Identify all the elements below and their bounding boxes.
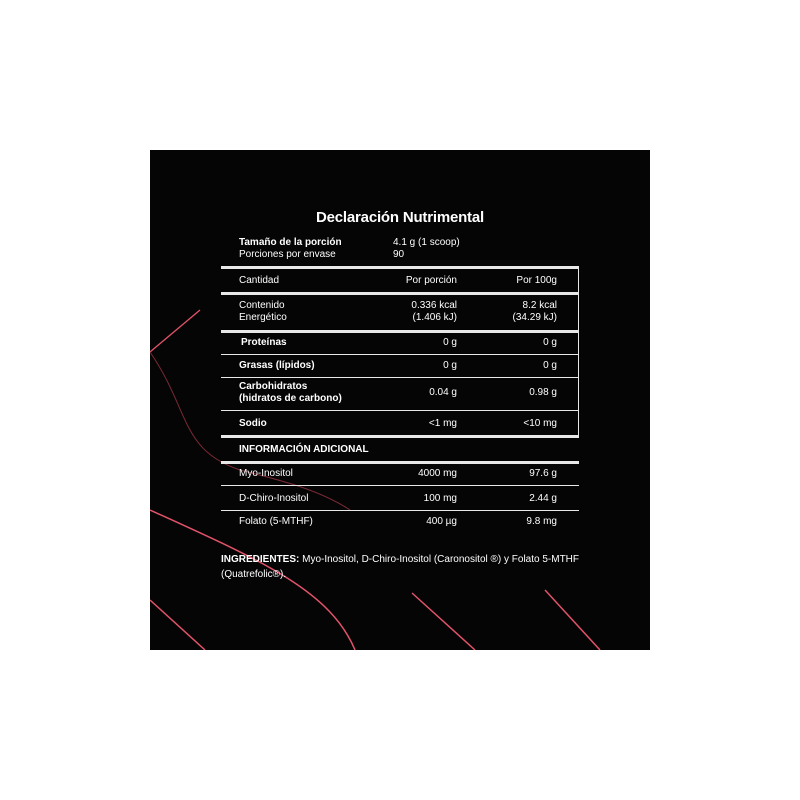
d-chiro-inositol-per-serving: 100 mg bbox=[423, 493, 457, 504]
energy-per-100g-kj: (34.29 kJ) bbox=[512, 312, 557, 323]
row-divider bbox=[221, 354, 579, 355]
serving-size-label: Tamaño de la porción bbox=[239, 237, 342, 248]
ingredients-label: INGREDIENTES: bbox=[221, 554, 300, 565]
energy-per-100g-kcal: 8.2 kcal bbox=[522, 300, 557, 311]
carbs-label-line1: Carbohidratos bbox=[239, 381, 308, 392]
thick-divider bbox=[221, 461, 579, 464]
folate-label: Folato (5-MTHF) bbox=[239, 516, 313, 527]
energy-label-line1: Contenido bbox=[239, 300, 285, 311]
d-chiro-inositol-label: D-Chiro-Inositol bbox=[239, 493, 309, 504]
additional-info-heading: INFORMACIÓN ADICIONAL bbox=[239, 444, 369, 455]
sodium-per-serving: <1 mg bbox=[428, 418, 457, 429]
d-chiro-inositol-per-100g: 2.44 g bbox=[529, 493, 557, 504]
serving-size-value: 4.1 g (1 scoop) bbox=[393, 237, 460, 248]
label-title: Declaración Nutrimental bbox=[316, 209, 484, 226]
thick-divider bbox=[221, 435, 579, 438]
energy-per-serving-kj: (1.406 kJ) bbox=[412, 312, 457, 323]
thick-divider bbox=[221, 292, 579, 295]
ingredients-text bbox=[221, 552, 581, 582]
fat-label: Grasas (lípidos) bbox=[239, 360, 315, 371]
carbs-label-line2: (hidratos de carbono) bbox=[239, 393, 342, 404]
row-divider bbox=[221, 410, 579, 411]
sodium-per-100g: <10 mg bbox=[523, 418, 557, 429]
myo-inositol-per-serving: 4000 mg bbox=[418, 468, 457, 479]
header-per-100g: Por 100g bbox=[516, 275, 557, 286]
protein-per-serving: 0 g bbox=[443, 337, 457, 348]
servings-per-container-label: Porciones por envase bbox=[239, 249, 336, 260]
protein-label: Proteínas bbox=[241, 337, 287, 348]
thick-divider bbox=[221, 330, 579, 333]
protein-per-100g: 0 g bbox=[543, 337, 557, 348]
row-divider bbox=[221, 485, 579, 486]
header-amount: Cantidad bbox=[239, 275, 280, 286]
energy-label-line2: Energético bbox=[239, 312, 287, 323]
sodium-label: Sodio bbox=[239, 418, 267, 429]
folate-per-100g: 9.8 mg bbox=[526, 516, 557, 527]
folate-per-serving: 400 µg bbox=[426, 516, 457, 527]
table-right-border bbox=[578, 266, 579, 438]
fat-per-100g: 0 g bbox=[543, 360, 557, 371]
row-divider bbox=[221, 510, 579, 511]
fat-per-serving: 0 g bbox=[443, 360, 457, 371]
nutrition-panel bbox=[150, 150, 650, 650]
carbs-per-100g: 0.98 g bbox=[529, 387, 557, 398]
ingredients-list: Myo-Inositol, D-Chiro-Inositol (Caronositol ®) y Folato 5-MTHF (Quatrefolic®). bbox=[221, 554, 580, 580]
thick-divider bbox=[221, 266, 579, 269]
header-per-serving: Por porción bbox=[405, 275, 457, 286]
myo-inositol-per-100g: 97.6 g bbox=[529, 468, 557, 479]
servings-per-container-value: 90 bbox=[393, 249, 405, 260]
energy-per-serving-kcal: 0.336 kcal bbox=[411, 300, 457, 311]
row-divider bbox=[221, 377, 579, 378]
myo-inositol-label: Myo-Inositol bbox=[239, 468, 293, 479]
carbs-per-serving: 0.04 g bbox=[429, 387, 457, 398]
